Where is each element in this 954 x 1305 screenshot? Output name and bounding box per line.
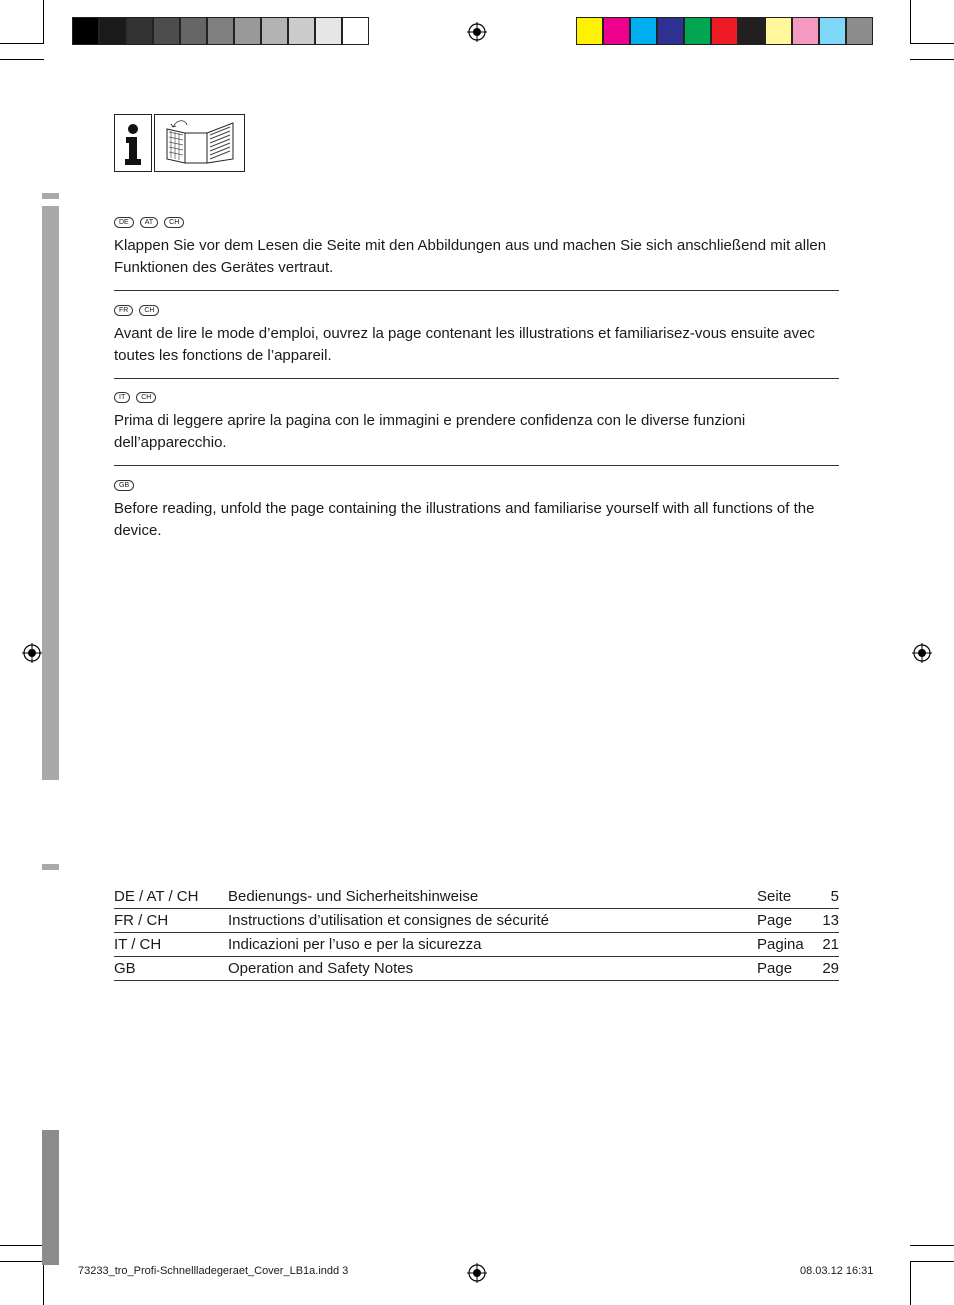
process-swatch bbox=[711, 17, 738, 45]
gray-swatch bbox=[342, 17, 369, 45]
crop-mark bbox=[910, 59, 954, 60]
crop-mark bbox=[0, 43, 44, 44]
info-icon bbox=[114, 114, 152, 172]
crop-mark bbox=[910, 43, 954, 44]
toc-page-number: 21 bbox=[822, 936, 839, 953]
toc-row[interactable] bbox=[114, 885, 839, 909]
toc-page-number: 5 bbox=[830, 888, 839, 905]
toc-page-number: 13 bbox=[822, 912, 839, 929]
toc-page-number: 29 bbox=[822, 960, 839, 977]
process-swatch bbox=[630, 17, 657, 45]
process-swatch bbox=[765, 17, 792, 45]
registration-mark-icon bbox=[467, 1263, 487, 1283]
language-badge: IT bbox=[114, 392, 130, 403]
language-badge: AT bbox=[140, 217, 158, 228]
process-swatch bbox=[576, 17, 603, 45]
footer-datetime: 08.03.12 16:31 bbox=[800, 1265, 874, 1277]
language-badge: CH bbox=[136, 392, 156, 403]
crop-mark bbox=[0, 59, 44, 60]
process-color-bar bbox=[576, 17, 873, 45]
toc-row[interactable] bbox=[114, 957, 839, 981]
sidebar-tab bbox=[42, 206, 59, 780]
toc-row[interactable] bbox=[114, 909, 839, 933]
process-swatch bbox=[657, 17, 684, 45]
crop-mark bbox=[43, 0, 44, 44]
instruction-paragraph: Avant de lire le mode d’emploi, ouvrez la page contenant les illustrations et familiarisez-vous ensuite avec toutes les fonctions de l’appareil. bbox=[114, 325, 815, 364]
toc-title: Bedienungs- und Sicherheitshinweise bbox=[228, 888, 479, 905]
toc-row[interactable] bbox=[114, 933, 839, 957]
language-badges bbox=[114, 305, 159, 316]
table-of-contents bbox=[114, 885, 839, 981]
language-badge: FR bbox=[114, 305, 133, 316]
gray-swatch bbox=[261, 17, 288, 45]
gray-swatch bbox=[207, 17, 234, 45]
toc-page-label: Page bbox=[757, 960, 793, 977]
toc-language: DE / AT / CH bbox=[114, 888, 199, 905]
toc-page-label: Page bbox=[757, 912, 793, 929]
toc-language: GB bbox=[114, 960, 136, 977]
sidebar-tab bbox=[42, 1130, 59, 1265]
toc-page-label: Pagina bbox=[757, 936, 804, 953]
instruction-paragraph: Klappen Sie vor dem Lesen die Seite mit den Abbildungen aus und machen Sie sich anschließend mit allen Funktionen des Gerätes vertraut. bbox=[114, 237, 827, 276]
crop-mark bbox=[910, 0, 911, 44]
toc-language: FR / CH bbox=[114, 912, 169, 929]
language-badges bbox=[114, 217, 184, 228]
instruction-paragraph: Prima di leggere aprire la pagina con le immagini e prendere confidenza con le diverse funzioni dell’apparecchio. bbox=[114, 412, 746, 451]
gray-swatch bbox=[126, 17, 153, 45]
process-swatch bbox=[846, 17, 873, 45]
crop-mark bbox=[910, 1245, 954, 1246]
process-swatch bbox=[819, 17, 846, 45]
crop-mark bbox=[43, 1261, 44, 1305]
process-swatch bbox=[738, 17, 765, 45]
toc-title: Indicazioni per l’uso e per la sicurezza bbox=[228, 936, 482, 953]
language-badge: CH bbox=[164, 217, 184, 228]
gray-swatch bbox=[72, 17, 99, 45]
crop-mark bbox=[0, 1245, 44, 1246]
language-badges bbox=[114, 392, 156, 403]
language-badge: GB bbox=[114, 480, 134, 491]
section-divider bbox=[114, 290, 839, 291]
crop-mark bbox=[910, 1261, 911, 1305]
language-badge: CH bbox=[139, 305, 159, 316]
crop-mark bbox=[910, 1261, 954, 1262]
gray-swatch bbox=[234, 17, 261, 45]
gray-swatch bbox=[180, 17, 207, 45]
section-divider bbox=[114, 378, 839, 379]
gray-color-bar bbox=[72, 17, 369, 45]
instruction-paragraph: Before reading, unfold the page containing the illustrations and familiarise yourself with all functions of the device. bbox=[114, 500, 815, 539]
footer-filename: 73233_tro_Profi-Schnellladegeraet_Cover_LB1a.indd 3 bbox=[78, 1265, 349, 1277]
toc-title: Operation and Safety Notes bbox=[228, 960, 414, 977]
gray-swatch bbox=[288, 17, 315, 45]
language-badge: DE bbox=[114, 217, 134, 228]
gray-swatch bbox=[315, 17, 342, 45]
crop-mark bbox=[0, 1261, 44, 1262]
gray-swatch bbox=[99, 17, 126, 45]
registration-mark-icon bbox=[467, 22, 487, 42]
language-badges bbox=[114, 480, 134, 491]
process-swatch bbox=[684, 17, 711, 45]
process-swatch bbox=[792, 17, 819, 45]
section-divider bbox=[114, 465, 839, 466]
gray-swatch bbox=[153, 17, 180, 45]
toc-title: Instructions d’utilisation et consignes de sécurité bbox=[228, 912, 550, 929]
foldout-page-icon bbox=[154, 114, 245, 172]
registration-mark-icon bbox=[22, 643, 42, 663]
process-swatch bbox=[603, 17, 630, 45]
sidebar-tab-marker bbox=[42, 864, 59, 870]
toc-language: IT / CH bbox=[114, 936, 162, 953]
registration-mark-icon bbox=[912, 643, 932, 663]
toc-page-label: Seite bbox=[757, 888, 792, 905]
sidebar-tab-marker bbox=[42, 193, 59, 199]
